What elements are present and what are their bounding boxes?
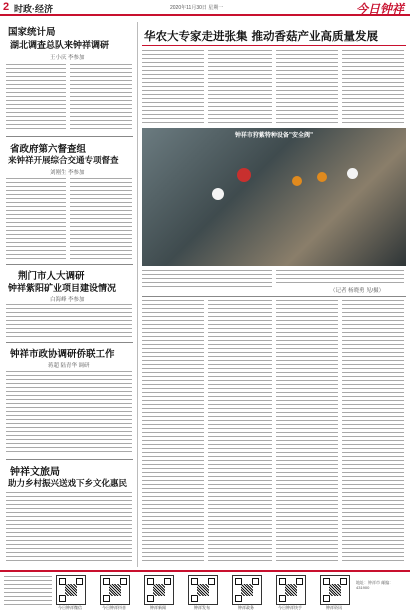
article-3-title-line1: 荆门市人大调研 [18, 271, 85, 282]
lead-author-credit: （记者 杨晓勇 见/摄） [330, 288, 385, 294]
article-4-byline: 蒋超 陆青华 调研 [48, 363, 90, 369]
section-rule [6, 342, 133, 343]
section-rule [6, 459, 133, 460]
article-1-body-col2 [70, 64, 132, 132]
qr-label: 钟祥政务 [238, 605, 254, 610]
article-3-byline: 白海峰 李参加 [50, 297, 85, 303]
qr-code[interactable] [320, 575, 350, 605]
article-1-byline: 王小庆 李参加 [50, 55, 85, 61]
article-3-body [6, 304, 132, 338]
body-col3 [276, 300, 338, 564]
lead-photo [142, 128, 406, 266]
footer-info [4, 576, 52, 608]
lead-body-col3 [276, 50, 338, 124]
column-divider [137, 22, 138, 567]
footer-contact: 地址：钟祥市 邮编：431900 [356, 580, 394, 590]
qr-label: 今日钟祥快手 [278, 605, 302, 610]
hardhat-orange [317, 172, 327, 182]
qr-code[interactable] [276, 575, 306, 605]
qr-label: 今日钟祥微信 [58, 605, 82, 610]
article-1-title-line2: 湖北调查总队来钟祥调研 [10, 41, 110, 51]
section-rule [6, 136, 133, 137]
article-1-title-line1: 国家统计局 [8, 27, 56, 38]
hardhat-orange [292, 176, 302, 186]
lead-body-col2 [208, 50, 272, 124]
photo-banner: 钟祥市狩紫特种设备"安全阀" [234, 132, 314, 139]
lead-body-col1 [142, 50, 204, 124]
article-2-title-line1: 省政府第六督查组 [10, 144, 87, 155]
body-col2 [208, 300, 272, 564]
article-3-title-line2: 钟祥紫阳矿业项目建设情况 [8, 284, 117, 294]
section-rule [6, 264, 133, 265]
lead-underline [142, 45, 406, 46]
article-4-body [6, 371, 132, 455]
photo-caption [142, 270, 272, 290]
article-2-title-line2: 来钟祥开展综合交通专项督查 [8, 156, 119, 166]
footer-rule [0, 570, 410, 572]
qr-code[interactable] [188, 575, 218, 605]
article-5-title-line1: 钟祥文旅局 [10, 467, 60, 478]
qr-label: 钟祥发布 [194, 605, 210, 610]
hardhat-white [347, 168, 358, 179]
article-2-body-col2 [70, 178, 132, 260]
article-4-title: 钟祥市政协调研侨联工作 [10, 349, 115, 360]
qr-code[interactable] [100, 575, 130, 605]
photo-caption-right [276, 270, 404, 284]
article-2-body-col1 [6, 178, 66, 260]
lead-body-col4 [342, 50, 404, 124]
qr-label: 钟祥资讯 [326, 605, 342, 610]
body-col1 [142, 300, 204, 564]
qr-code[interactable] [144, 575, 174, 605]
section-title: 时政·经济 [14, 4, 53, 14]
lead-headline: 华农大专家走进张集 推动香菇产业高质量发展 [144, 29, 379, 43]
page-number: 2 [3, 1, 10, 13]
masthead-logo: 今日钟祥 [355, 2, 404, 16]
qr-label: 今日钟祥抖音 [102, 605, 126, 610]
article-5-body [6, 492, 132, 564]
section-rule [142, 296, 406, 297]
article-5-title-line2: 助力乡村振兴送戏下乡文化惠民 [8, 479, 128, 489]
article-2-byline: 刘刚生 李参加 [50, 170, 85, 176]
qr-code[interactable] [56, 575, 86, 605]
qr-label: 钟祥新闻 [150, 605, 166, 610]
issue-date: 2020年11月30日 星期一 [170, 5, 224, 11]
hardhat-red [237, 168, 251, 182]
qr-code[interactable] [232, 575, 262, 605]
body-col4 [342, 300, 404, 564]
hardhat-white [212, 188, 224, 200]
article-1-body-col1 [6, 64, 66, 132]
